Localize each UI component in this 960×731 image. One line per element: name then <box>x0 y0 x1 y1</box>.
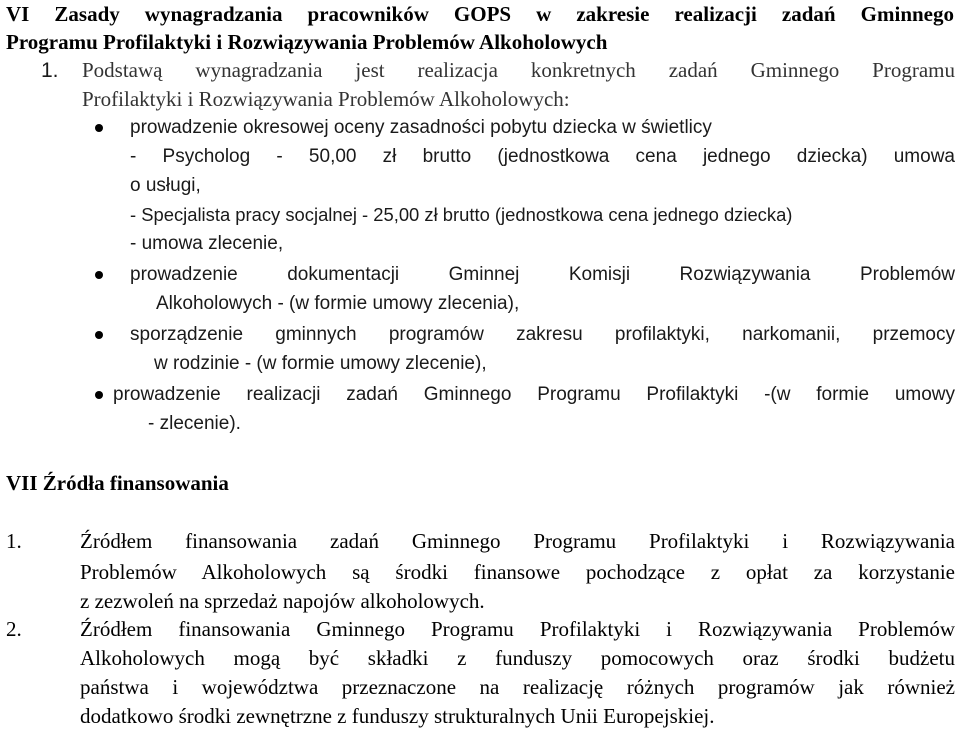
section-6-heading-line-2: Programu Profilaktyki i Rozwiązywania Problemów Alkoholowych <box>6 30 608 54</box>
section-7-heading: VII Źródła finansowania <box>6 471 229 495</box>
section-7-item-1-line-3: z zezwoleń na sprzedaż napojów alkoholowych. <box>80 589 485 613</box>
bullet-3-line-1: sporządzenie gminnych programów zakresu profilaktyki, narkomanii, przemocy <box>130 324 955 345</box>
section-7-item-2-line-2: Alkoholowych mogą być składki z funduszy pomocowych oraz środki budżetu <box>80 646 955 670</box>
section-6-item-1-line-1: Podstawą wynagradzania jest realizacja konkretnych zadań Gminnego Programu <box>82 58 955 82</box>
bullet-2-line-1: prowadzenie dokumentacji Gminnej Komisji Rozwiązywania Problemów <box>130 264 955 285</box>
section-7-item-1-line-1: Źródłem finansowania zadań Gminnego Programu Profilaktyki i Rozwiązywania <box>80 529 955 553</box>
section-6-heading-line-1: VI Zasady wynagradzania pracowników GOPS w zakresie realizacji zadań Gminnego <box>6 2 954 26</box>
section-7-item-2-line-3: państwa i województwa przeznaczone na realizację różnych programów jak również <box>80 675 955 699</box>
section-7-item-1-number: 1. <box>6 529 22 553</box>
section-7-item-2-line-4: dodatkowo środki zewnętrzne z funduszy strukturalnych Unii Europejskiej. <box>80 704 715 728</box>
bullet-4-line-1: prowadzenie realizacji zadań Gminnego Programu Profilaktyki -(w formie umowy <box>113 384 955 405</box>
section-6-item-number: 1. <box>41 59 59 82</box>
bullet-1-line-4: - Specjalista pracy socjalnej - 25,00 zł brutto (jednostkowa cena jednego dziecka) <box>130 204 793 225</box>
section-7-item-1-line-2: Problemów Alkoholowych są środki finansowe pochodzące z opłat za korzystanie <box>80 560 955 584</box>
bullet-1-line-1: prowadzenie okresowej oceny zasadności pobytu dziecka w świetlicy <box>130 117 712 138</box>
section-7-item-2-line-1: Źródłem finansowania Gminnego Programu Profilaktyki i Rozwiązywania Problemów <box>80 617 955 641</box>
bullet-1-line-2: - Psycholog - 50,00 zł brutto (jednostkowa cena jednego dziecka) umowa <box>130 146 955 167</box>
bullet-2-line-2: Alkoholowych - (w formie umowy zlecenia), <box>156 293 520 314</box>
bullet-point-icon <box>95 331 103 339</box>
bullet-point-icon <box>95 391 103 399</box>
section-6-item-1-line-2: Profilaktyki i Rozwiązywania Problemów Alkoholowych: <box>82 87 570 111</box>
bullet-1-line-3: o usługi, <box>130 175 201 196</box>
bullet-3-line-2: w rodzinie - (w formie umowy zlecenie), <box>154 353 487 374</box>
bullet-point-icon <box>95 124 103 132</box>
bullet-1-line-5: - umowa zlecenie, <box>130 233 284 254</box>
bullet-4-line-2: - zlecenie). <box>148 413 241 434</box>
bullet-point-icon <box>95 271 103 279</box>
section-7-item-2-number: 2. <box>6 617 22 641</box>
